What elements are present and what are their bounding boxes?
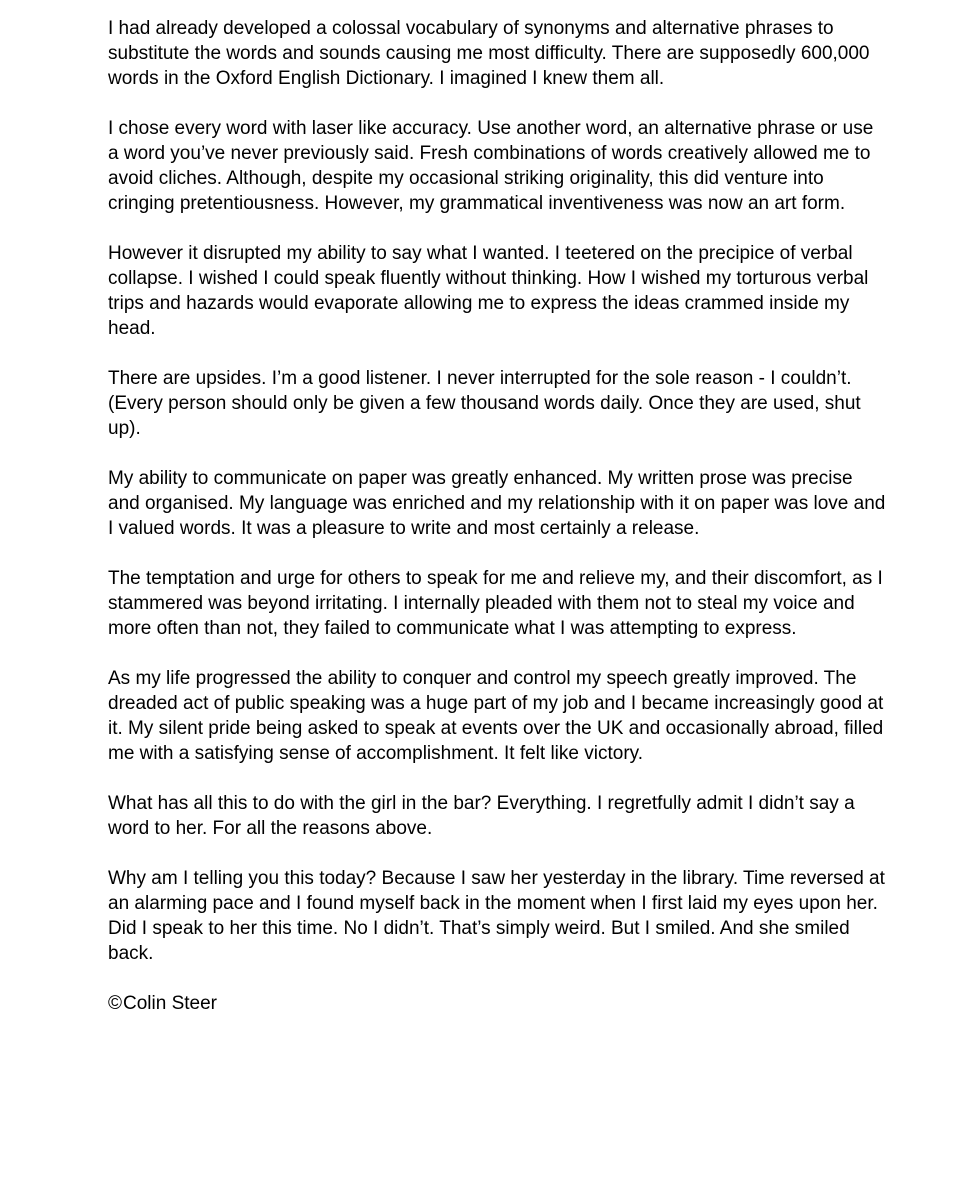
paragraph-6: The temptation and urge for others to speak for me and relieve my, and their discomfort, as I stammered was beyond irritating. I internally pleaded with them not to steal my voice and more often than not, they failed to communicate what I was attempting to express. [108, 568, 883, 639]
paragraph-7: As my life progressed the ability to conquer and control my speech greatly improved. The dreaded act of public speaking was a huge part of my job and I became increasingly good at it. My silent pride being asked to speak at events over the UK and occasionally abroad, filled me with a satisfying sense of accomplishment. It felt like victory. [108, 668, 884, 764]
paragraph-4: There are upsides. I’m a good listener. I never interrupted for the sole reason - I couldn’t. (Every person should only be given a few thousand words daily. Once they are used, shut up). [108, 368, 861, 439]
paragraph-9: Why am I telling you this today? Because I saw her yesterday in the library. Time reversed at an alarming pace and I found myself back in the moment when I first laid my eyes upon her. Did I speak to her this time. No I didn’t. That’s simply weird. But I smiled. And she smiled back. [108, 868, 885, 964]
paragraph-5: My ability to communicate on paper was greatly enhanced. My written prose was precise and organised. My language was enriched and my relationship with it on paper was love and I valued words. It was a pleasure to write and most certainly a release. [108, 468, 886, 539]
paragraph-8: What has all this to do with the girl in the bar? Everything. I regretfully admit I didn’t say a word to her. For all the reasons above. [108, 793, 855, 839]
paragraph-1: I had already developed a colossal vocabulary of synonyms and alternative phrases to substitute the words and sounds causing me most difficulty. There are supposedly 600,000 words in the Oxford English Dictionary. I imagined I knew them all. [108, 18, 870, 89]
signature [108, 991, 888, 1016]
document-body [108, 16, 888, 1041]
paragraph-2: I chose every word with laser like accuracy. Use another word, an alternative phrase or use a word you’ve never previously said. Fresh combinations of words creatively allowed me to avoid cliches. Although, despite my occasional striking originality, this did venture into cringing pretentiousness. However, my grammatical inventiveness was now an art form. [108, 118, 874, 214]
copyright-icon: © [108, 993, 122, 1014]
paragraph-3: However it disrupted my ability to say what I wanted. I teetered on the precipice of verbal collapse. I wished I could speak fluently without thinking. How I wished my torturous verbal trips and hazards would evaporate allowing me to express the ideas crammed inside my head. [108, 243, 869, 339]
author-name: Colin Steer [123, 993, 217, 1014]
